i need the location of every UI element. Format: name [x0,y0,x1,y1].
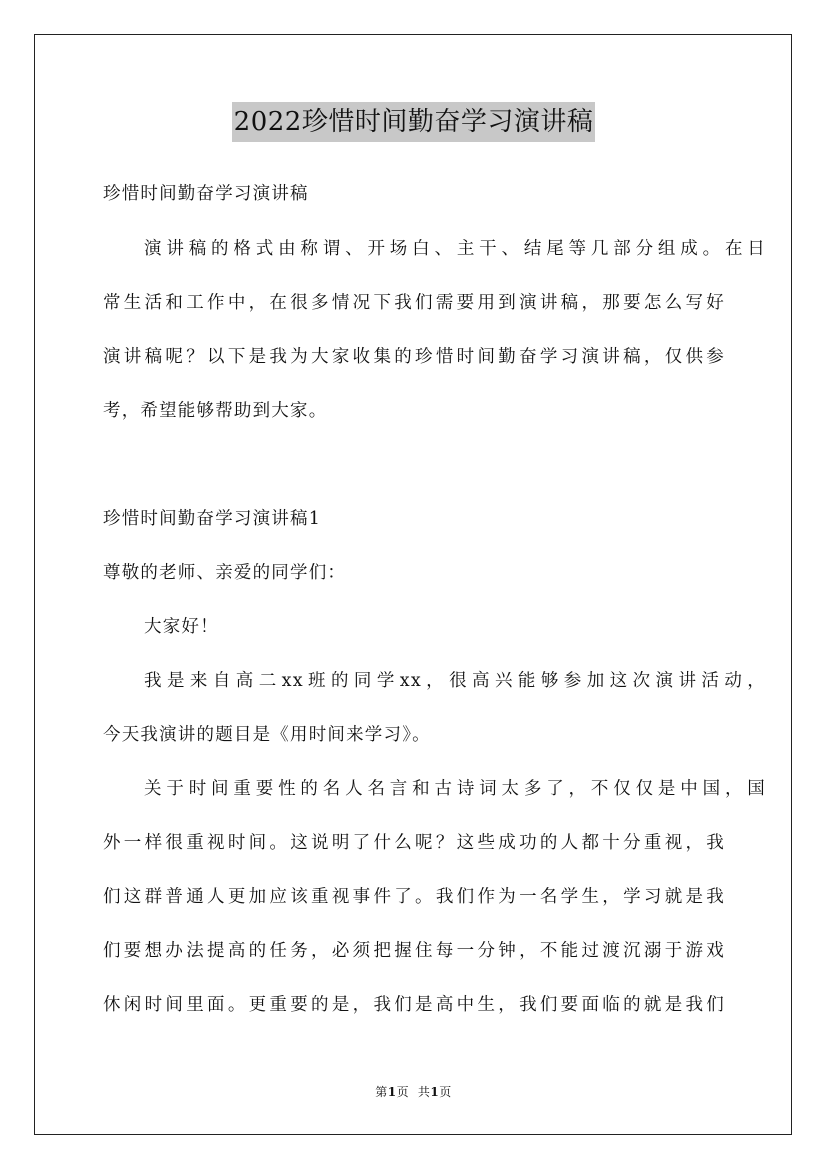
section-heading: 珍惜时间勤奋学习演讲稿1 [103,509,322,529]
footer-total-suffix: 页 [439,1085,452,1099]
footer-page-prefix: 第 [375,1085,388,1099]
body-line: 考，希望能够帮助到大家。 [103,401,328,421]
document-title: 2022珍惜时间勤奋学习演讲稿 [232,102,596,142]
body-line: 外一样很重视时间。这说明了什么呢？这些成功的人都十分重视，我 [103,833,725,853]
body-line: 们这群普通人更加应该重视事件了。我们作为一名学生，学习就是我 [103,887,725,907]
body-line: 演讲稿呢？以下是我为大家收集的珍惜时间勤奋学习演讲稿，仅供参 [103,347,725,367]
body-line: 们要想办法提高的任务，必须把握住每一分钟，不能过渡沉溺于游戏 [103,941,725,961]
footer-page-number: 1 [387,1085,397,1099]
salutation: 尊敬的老师、亲爱的同学们： [103,563,347,583]
footer-total-prefix: 共 [417,1085,431,1099]
body-line: 演讲稿的格式由称谓、开场白、主干、结尾等几部分组成。在日 [144,239,766,259]
body-line: 我是来自高二xx班的同学xx，很高兴能够参加这次演讲活动， [144,671,766,691]
page-footer [0,1083,827,1100]
body-line: 关于时间重要性的名人名言和古诗词太多了，不仅仅是中国，国 [144,779,766,799]
footer-page-suffix: 页 [396,1085,410,1099]
body-line: 常生活和工作中，在很多情况下我们需要用到演讲稿，那要怎么写好 [103,293,725,313]
body-line-subtitle: 珍惜时间勤奋学习演讲稿 [103,184,309,204]
greeting: 大家好！ [144,617,219,637]
footer-total-pages: 1 [430,1085,440,1099]
body-line: 今天我演讲的题目是《用时间来学习》。 [103,725,431,745]
title-container [0,102,827,142]
body-line: 休闲时间里面。更重要的是，我们是高中生，我们要面临的就是我们 [103,995,725,1015]
